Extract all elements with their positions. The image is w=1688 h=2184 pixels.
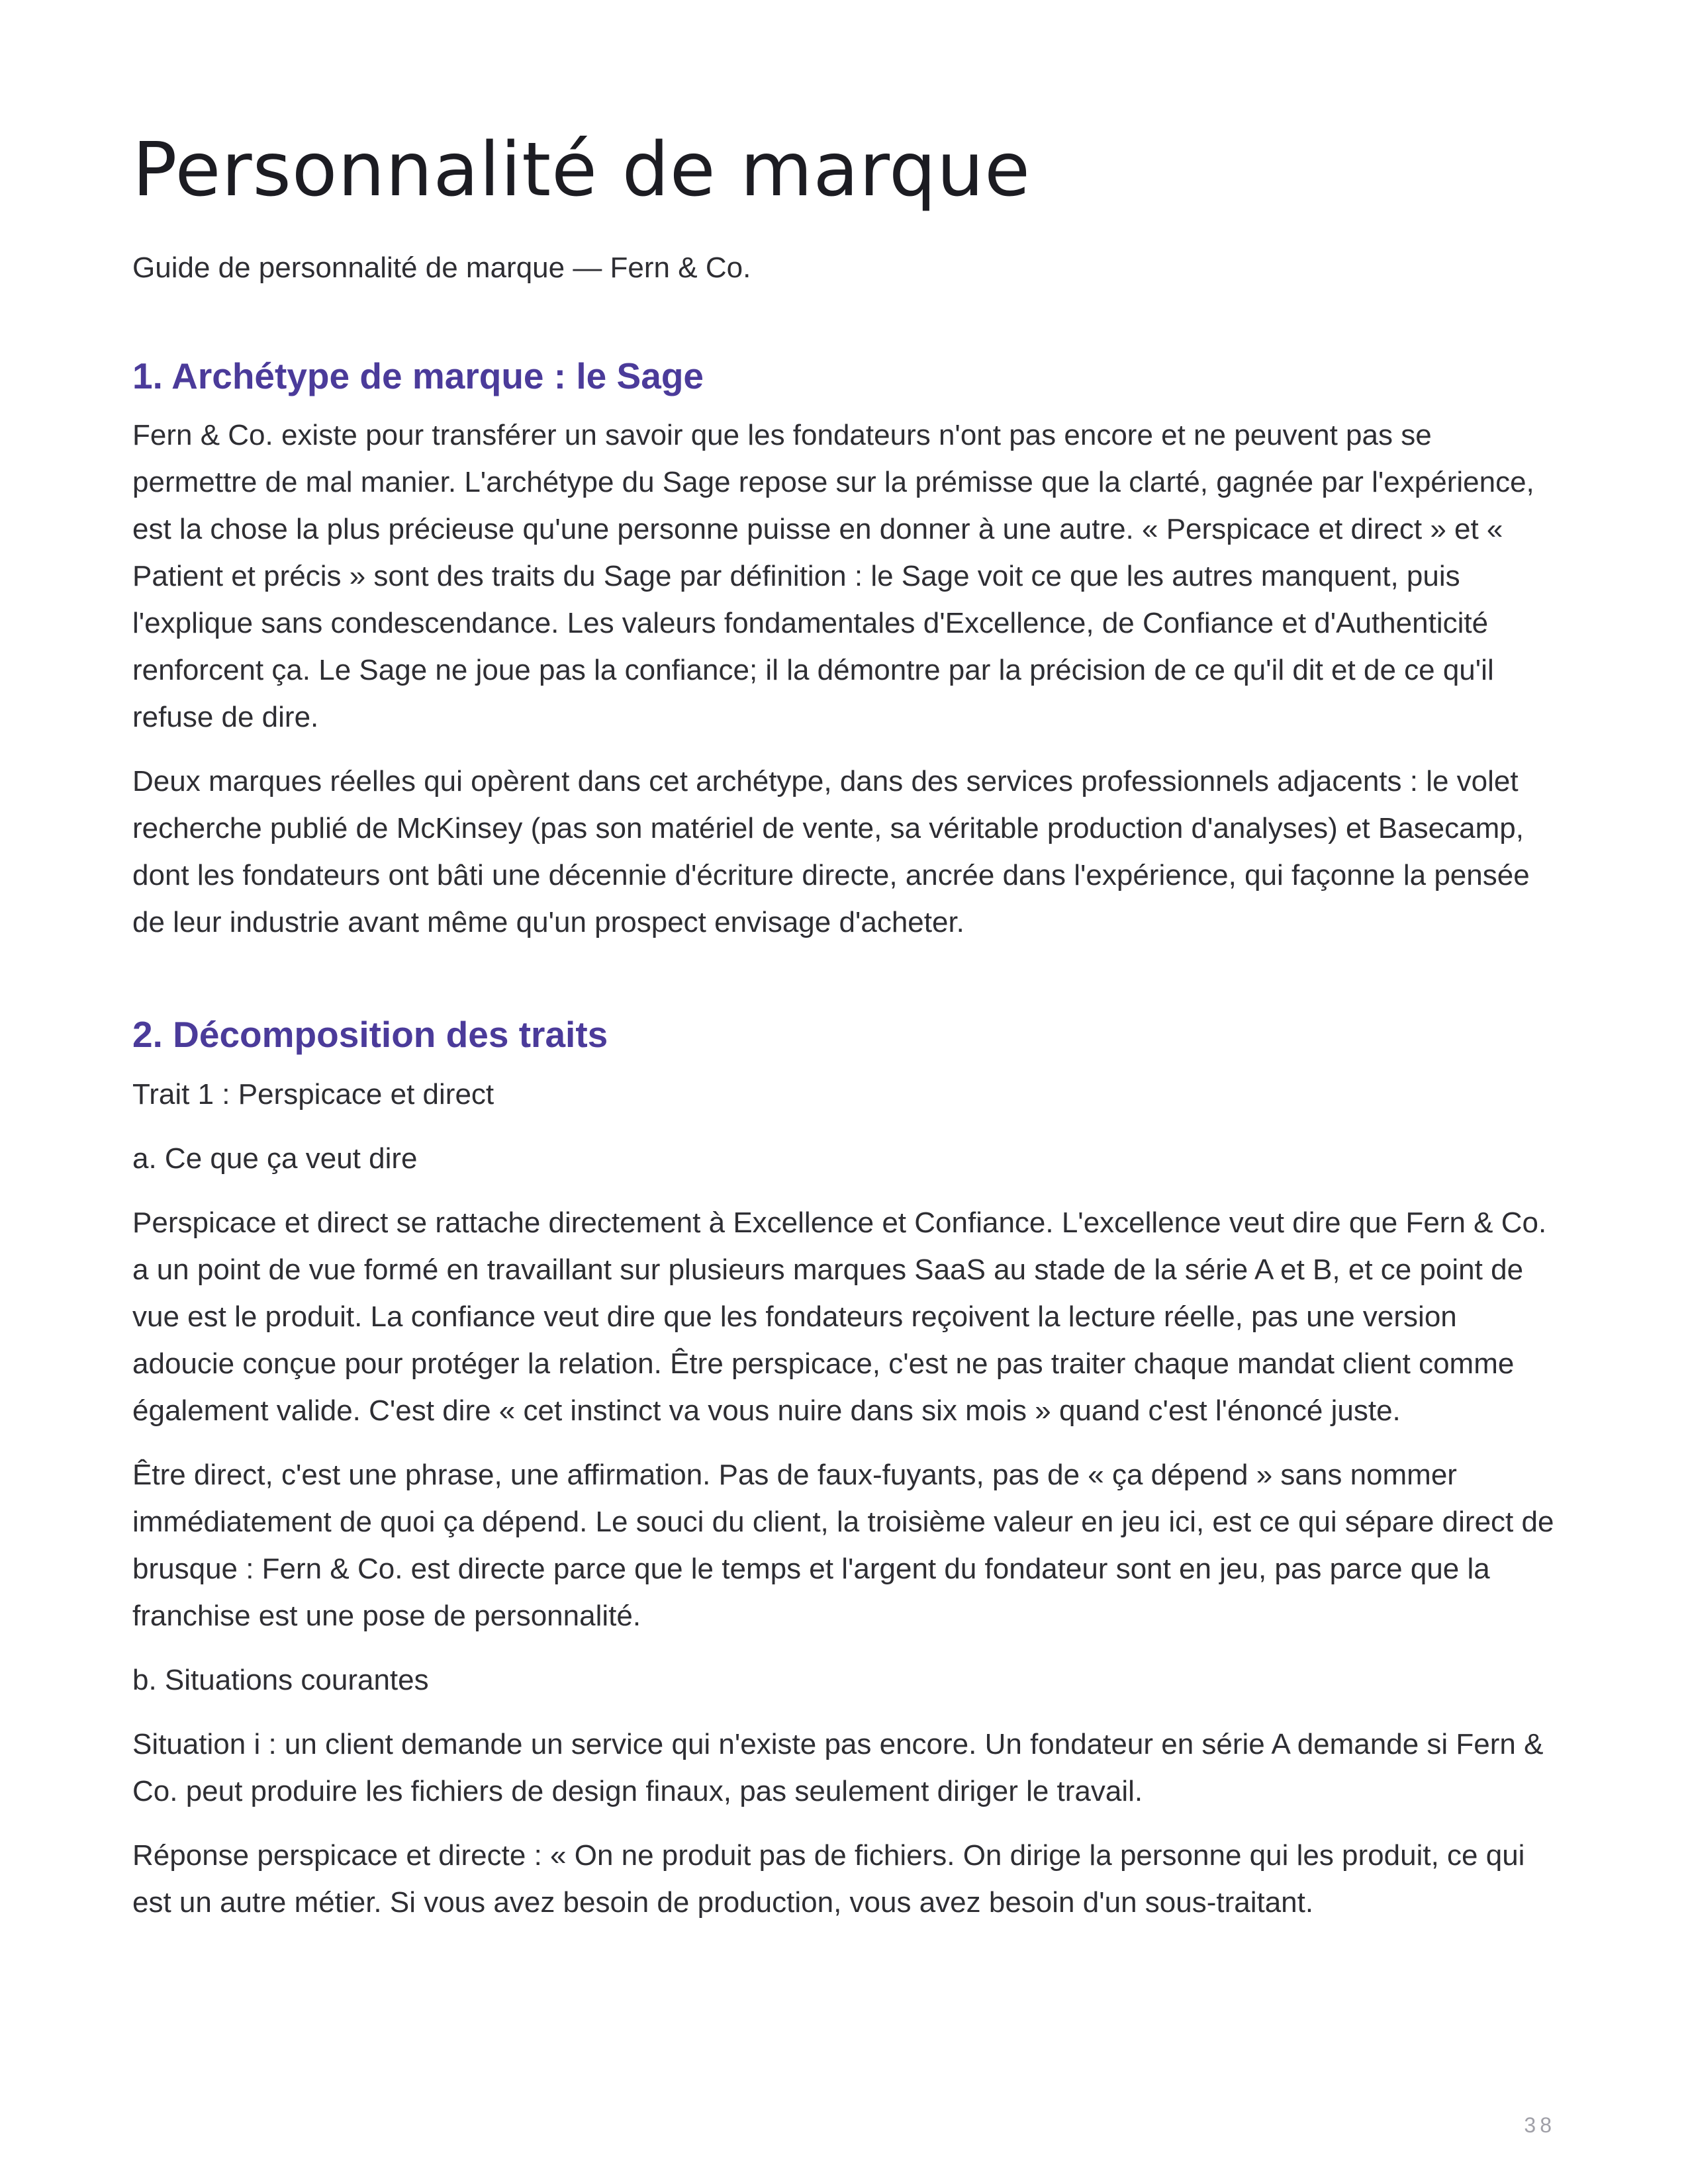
subsection-label: b. Situations courantes: [132, 1664, 429, 1697]
paragraph: Situation i : un client demande un service qui n'existe pas encore. Un fondateur en série A demande si Fern & Co. peut produire les fichiers de design finaux, pas seulement diriger le travail.: [132, 1728, 1544, 1808]
paragraph: Fern & Co. existe pour transférer un savoir que les fondateurs n'ont pas encore et ne peuvent pas se permettre de mal manier. L'archétype du Sage repose sur la prémisse que la clarté, gagnée par l'expérience, est la chose la plus précieuse qu'une personne puisse en donner à une autre. « Perspicace et direct » et « Patient et précis » sont des traits du Sage par définition : le Sage voit ce que les autres manquent, puis l'explique sans condescendance. Les valeurs fondamentales d'Excellence, de Confiance et d'Authenticité renforcent ça. Le Sage ne joue pas la confiance; il la démontre par la précision de ce qu'il dit et de ce qu'il refuse de dire.: [132, 419, 1534, 734]
page-title: Personnalité de marque: [132, 127, 1031, 213]
subsection-label: a. Ce que ça veut dire: [132, 1142, 418, 1175]
paragraph: Être direct, c'est une phrase, une affirmation. Pas de faux-fuyants, pas de « ça dépend » sans nommer immédiatement de quoi ça dépend. Le souci du client, la troisième valeur en jeu ici, est ce qui sépare direct de brusque : Fern & Co. est directe parce que le temps et l'argent du fondateur sont en jeu, pas parce que la franchise est une pose de personnalité.: [132, 1459, 1554, 1633]
document-page: [132, 126, 1556, 1992]
page-subtitle: Guide de personnalité de marque — Fern & Co.: [132, 251, 751, 285]
trait-label: Trait 1 : Perspicace et direct: [132, 1078, 494, 1111]
section-heading: 2. Décomposition des traits: [132, 1014, 608, 1056]
paragraph: Perspicace et direct se rattache directement à Excellence et Confiance. L'excellence veut dire que Fern & Co. a un point de vue formé en travaillant sur plusieurs marques SaaS au stade de la série A et B, et ce point de vue est le produit. La confiance veut dire que les fondateurs reçoivent la lecture réelle, pas une version adoucie conçue pour protéger la relation. Être perspicace, c'est ne pas traiter chaque mandat client comme également valide. C'est dire « cet instinct va vous nuire dans six mois » quand c'est l'énoncé juste.: [132, 1206, 1547, 1428]
page-number: 38: [1524, 2113, 1556, 2137]
paragraph: Deux marques réelles qui opèrent dans cet archétype, dans des services professionnels adjacents : le volet recherche publié de McKinsey (pas son matériel de vente, sa véritable production d'analyses) et Basecamp, dont les fondateurs ont bâti une décennie d'écriture directe, ancrée dans l'expérience, qui façonne la pensée de leur industrie avant même qu'un prospect envisage d'acheter.: [132, 765, 1530, 939]
section-traits: [132, 1012, 1556, 1926]
paragraph: Réponse perspicace et directe : « On ne produit pas de fichiers. On dirige la personne qui les produit, ce qui est un autre métier. Si vous avez besoin de production, vous avez besoin d'un sous-traitant.: [132, 1839, 1525, 1919]
section-archetype: [132, 353, 1556, 946]
section-heading: 1. Archétype de marque : le Sage: [132, 355, 704, 396]
